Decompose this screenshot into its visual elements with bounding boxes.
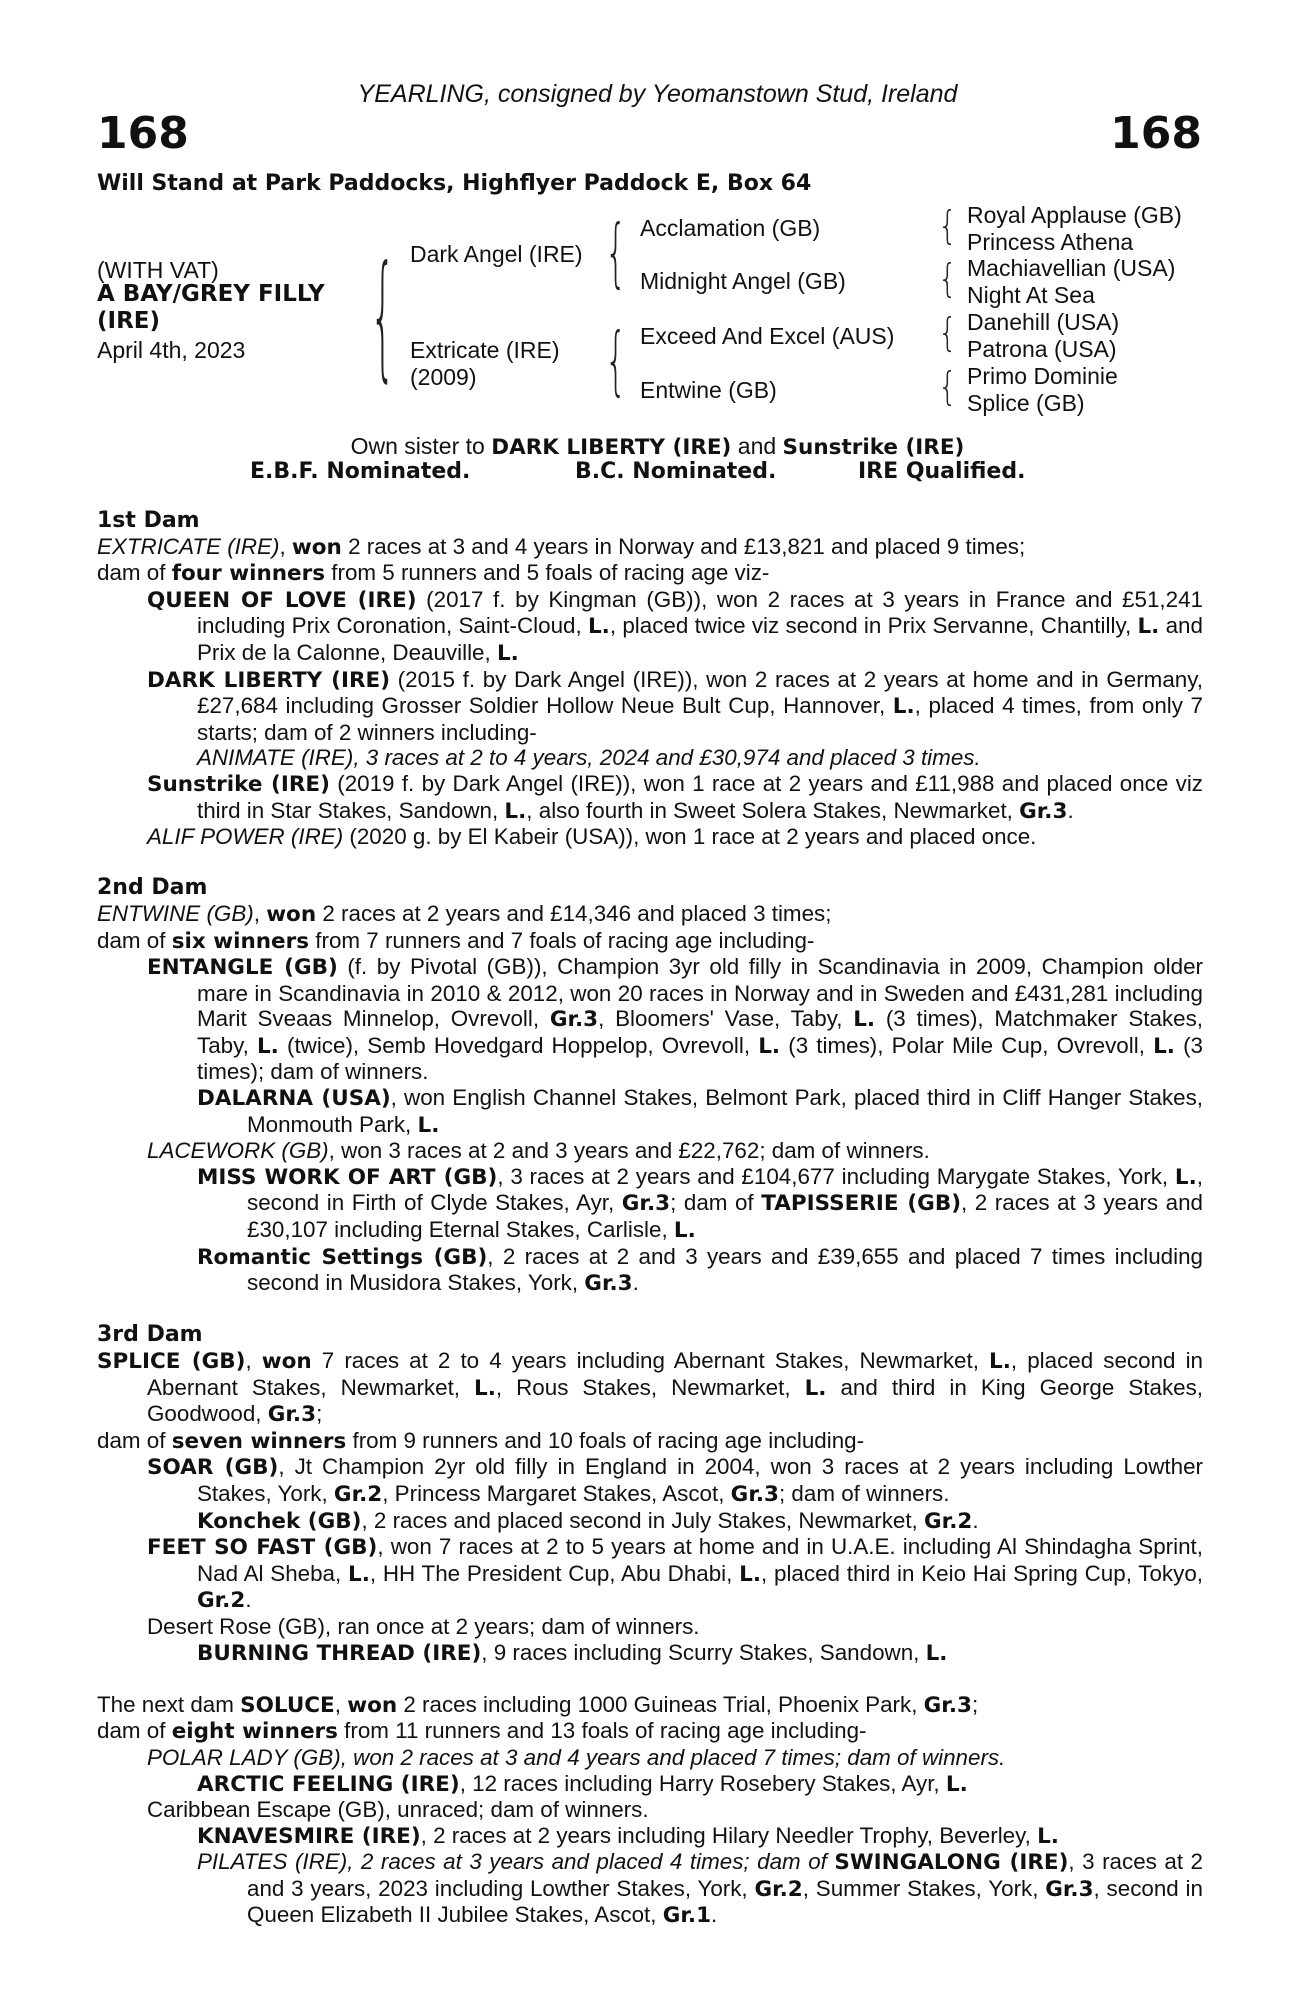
produce-burning-thread: BURNING THREAD (IRE), 9 races including Scurry Stakes, Sandown, L. [197, 1639, 948, 1666]
brace-sd: { [938, 257, 958, 303]
produce-miss-work-of-art: MISS WORK OF ART (GB), 3 races at 2 years and £104,677 including Marygate Stakes, York, L., second in Firth of Clyde Stakes, Ayr, Gr.3; dam of TAPISSERIE (GB), 2 races at 3 years and £30,107 including Eternal Stakes, Carlisle, L. [197, 1163, 1204, 1244]
dam-records [97, 508, 1203, 1929]
produce-sunstrike: Sunstrike (IRE) (2019 f. by Dark Angel (IRE)), won 1 race at 2 years and £11,988 and placed once viz third in Star Stakes, Sandown, L., also fourth in Sweet Solera Stakes, Newmarket, Gr.3. [147, 770, 1203, 824]
lot-description-line1: A BAY/GREY FILLY [97, 281, 325, 307]
pedigree-dss: Danehill (USA) [967, 309, 1120, 335]
pedigree-dam-sire: Exceed And Excel (AUS) [640, 323, 895, 349]
produce-knavesmire: KNAVESMIRE (IRE), 2 races at 2 years including Hilary Needler Trophy, Beverley, L. [197, 1822, 1059, 1849]
pedigree-dsd: Patrona (USA) [967, 336, 1117, 362]
produce-animate: ANIMATE (IRE), 3 races at 2 to 4 years, 2024 and £30,974 and placed 3 times. [197, 745, 981, 771]
produce-arctic-feeling: ARCTIC FEELING (IRE), 12 races including Harry Rosebery Stakes, Ayr, L. [197, 1770, 968, 1797]
produce-entangle: ENTANGLE (GB) (f. by Pivotal (GB)), Champion 3yr old filly in Scandinavia in 2009, Champion older mare in Scandinavia in 2010 & 2012, won 20 races in Norway and in Sweden and £431,281 including Marit Sveaas Minnelop, Ovrevoll, Gr.3, Bloomers' Vase, Taby, L. (3 times), Matchmaker Stakes, Taby, L. (twice), Semb Hovedgard Hoppelop, Ovrevoll, L. (3 times), Polar Mile Cup, Ovrevoll, L. (3 times); dam of winners. [147, 954, 1203, 1085]
produce-lacework: LACEWORK (GB), won 3 races at 2 and 3 years and £22,762; dam of winners. [147, 1138, 930, 1164]
next-dam-produce: dam of eight winners from 11 runners and 13 foals of racing age including- [97, 1718, 867, 1745]
produce-desert-rose: Desert Rose (GB), ran once at 2 years; dam of winners. [147, 1613, 700, 1639]
produce-queen-of-love: QUEEN OF LOVE (IRE) (2017 f. by Kingman (GB)), won 2 races at 3 years in France and £51,241 including Prix Coronation, Saint-Cloud, L., placed twice viz second in Prix Servanne, Chantilly, L. and Prix de la Calonne, Deauville, L. [147, 586, 1203, 666]
produce-pilates: PILATES (IRE), 2 races at 3 years and placed 4 times; dam of SWINGALONG (IRE), 3 races at 2 and 3 years, 2023 including Lowther Stakes, York, Gr.2, Summer Stakes, York, Gr.3, second in Queen Elizabeth II Jubilee Stakes, Ascot, Gr.1. [197, 1849, 1204, 1929]
pedigree-dam: Extricate (IRE) [410, 337, 560, 363]
brace-sire: { [605, 210, 627, 298]
stand-location: Will Stand at Park Paddocks, Highflyer Paddock E, Box 64 [97, 171, 812, 196]
produce-dalarna: DALARNA (USA), won English Channel Stakes, Belmont Park, placed third in Cliff Hanger Stakes, Monmouth Park, L. [197, 1085, 1203, 1138]
produce-caribbean-escape: Caribbean Escape (GB), unraced; dam of winners. [147, 1797, 649, 1823]
lot-description [97, 281, 325, 335]
pedigree-sire: Dark Angel (IRE) [410, 241, 583, 267]
pedigree-dam-dam: Entwine (GB) [640, 377, 777, 403]
produce-dark-liberty: DARK LIBERTY (IRE) (2015 f. by Dark Angel (IRE)), won 2 races at 2 years at home and in Germany, £27,684 including Grosser Soldier Hollow Neue Bult Cup, Hannover, L., placed 4 times, from only 7 starts; dam of 2 winners including- [147, 666, 1204, 745]
produce-polar-lady: POLAR LADY (GB), won 2 races at 3 and 4 years and placed 7 times; dam of winners. [147, 1744, 1006, 1770]
second-dam-heading: 2nd Dam [97, 875, 208, 901]
brace-dd: { [938, 365, 958, 411]
first-dam-produce: dam of four winners from 5 runners and 5 foals of racing age viz- [97, 560, 770, 587]
produce-feet-so-fast: FEET SO FAST (GB), won 7 races at 2 to 5 years at home and in U.A.E. including Al Shindagha Sprint, Nad Al Sheba, L., HH The President Cup, Abu Dhabi, L., placed third in Keio Hai Spring Cup, Tokyo, Gr.2. [147, 1534, 1203, 1614]
pedigree-ssd: Princess Athena [967, 229, 1134, 255]
sister-and: and [731, 433, 783, 459]
pedigree-sdd: Night At Sea [967, 282, 1095, 308]
sister-name-1: DARK LIBERTY (IRE) [491, 435, 732, 460]
pedigree-sire-dam: Midnight Angel (GB) [640, 268, 846, 294]
third-dam-produce: dam of seven winners from 9 runners and 10 foals of racing age including- [97, 1427, 865, 1454]
third-dam-summary: SPLICE (GB), won 7 races at 2 to 4 years including Abernant Stakes, Newmarket, L., placed second in Abernant Stakes, Newmarket, L., Rous Stakes, Newmarket, L. and third in King George Stakes, Goodwood, Gr.3; [97, 1348, 1204, 1428]
brace-main: { [370, 240, 396, 397]
produce-romantic-settings: Romantic Settings (GB), 2 races at 2 and 3 years and £39,655 and placed 7 times including second in Musidora Stakes, York, Gr.3. [197, 1243, 1203, 1297]
second-dam-summary: ENTWINE (GB), won 2 races at 2 years and £14,346 and placed 3 times; [97, 900, 832, 927]
pedigree-sire-sire: Acclamation (GB) [640, 215, 821, 241]
consignor-subtitle: YEARLING, consigned by Yeomanstown Stud, Ireland [357, 80, 958, 108]
produce-alif-power: ALIF POWER (IRE) (2020 g. by El Kabeir (USA)), won 1 race at 2 years and placed once. [147, 824, 1037, 850]
pedigree-ddd: Splice (GB) [967, 390, 1085, 416]
bc-nominated: B.C. Nominated. [575, 459, 777, 484]
third-dam-heading: 3rd Dam [97, 1322, 203, 1348]
vat-note: (WITH VAT) [97, 257, 219, 283]
pedigree-dam-year: (2009) [410, 364, 477, 390]
sister-line [0, 433, 1315, 460]
first-dam-summary: EXTRICATE (IRE), won 2 races at 3 and 4 years in Norway and £13,821 and placed 9 times; [97, 533, 1026, 560]
lot-description-line2: (IRE) [97, 308, 161, 334]
pedigree-sss: Royal Applause (GB) [967, 202, 1182, 228]
foaling-date: April 4th, 2023 [97, 337, 246, 363]
ebf-nominated: E.B.F. Nominated. [250, 459, 471, 484]
pedigree-dds: Primo Dominie [967, 363, 1118, 389]
produce-soar: SOAR (GB), Jt Champion 2yr old filly in England in 2004, won 3 races at 2 years including Lowther Stakes, York, Gr.2, Princess Margaret Stakes, Ascot, Gr.3; dam of winners. [147, 1454, 1203, 1507]
sister-prefix: Own sister to [350, 433, 492, 459]
brace-dam: { [605, 318, 627, 406]
second-dam-produce: dam of six winners from 7 runners and 7 foals of racing age including- [97, 927, 815, 954]
produce-konchek: Konchek (GB), 2 races and placed second in July Stakes, Newmarket, Gr.2. [197, 1507, 979, 1534]
brace-ss: { [938, 204, 958, 250]
pedigree-sds: Machiavellian (USA) [967, 255, 1176, 281]
next-dam-summary: The next dam SOLUCE, won 2 races including 1000 Guineas Trial, Phoenix Park, Gr.3; [97, 1691, 979, 1718]
brace-ds: { [938, 311, 958, 357]
sister-name-2: Sunstrike (IRE) [782, 435, 965, 460]
lot-number-right: 168 [1110, 108, 1202, 159]
lot-number-left: 168 [97, 108, 189, 159]
ire-qualified: IRE Qualified. [858, 459, 1026, 484]
first-dam-heading: 1st Dam [97, 508, 200, 533]
